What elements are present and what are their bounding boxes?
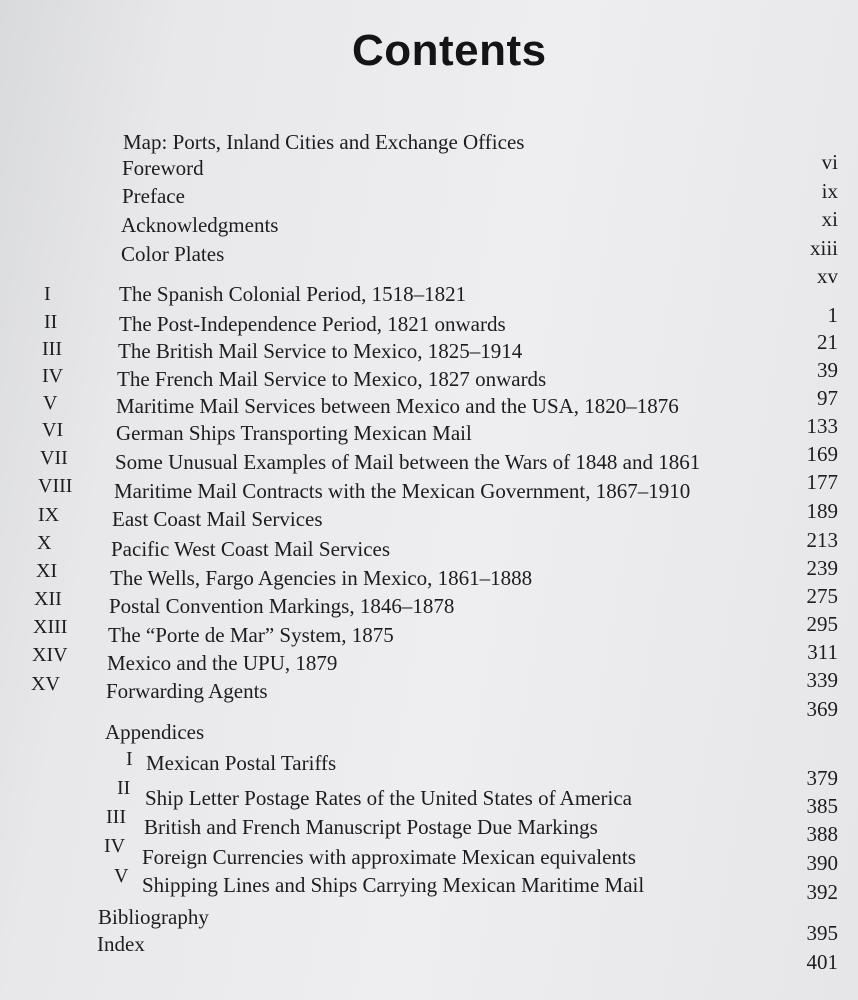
- page-number: 1: [827, 303, 838, 327]
- chapter-number: VII: [40, 447, 68, 469]
- page-number: 369: [806, 697, 838, 721]
- toc-entry-appendix: Foreign Currencies with approximate Mexican equivalents: [142, 845, 636, 869]
- chapter-number: XIV: [32, 644, 68, 666]
- page-number: 189: [806, 499, 838, 523]
- toc-entry-chapter: Some Unusual Examples of Mail between the Wars of 1848 and 1861: [115, 450, 701, 474]
- chapter-number: VI: [42, 419, 64, 441]
- page-number: xi: [821, 207, 838, 231]
- page-number: 388: [806, 822, 838, 846]
- toc-entry-appendix: Shipping Lines and Ships Carrying Mexican Maritime Mail: [142, 873, 645, 897]
- toc-entry-chapter: Pacific West Coast Mail Services: [111, 537, 391, 561]
- toc-entry-appendix: British and French Manuscript Postage Due Markings: [144, 815, 598, 839]
- toc-entry-chapter: Maritime Mail Contracts with the Mexican Government, 1867–1910: [114, 479, 691, 503]
- page-number: 213: [806, 528, 838, 552]
- page-number: 390: [806, 851, 838, 875]
- toc-entry-chapter: The “Porte de Mar” System, 1875: [108, 623, 394, 647]
- toc-entry-chapter: Maritime Mail Services between Mexico and the USA, 1820–1876: [116, 394, 679, 418]
- page-number: 379: [806, 766, 838, 790]
- chapter-number: X: [37, 532, 52, 554]
- toc-entry-bibliography: Bibliography: [98, 905, 209, 929]
- page-number: xv: [817, 264, 838, 288]
- chapter-number: I: [44, 283, 51, 305]
- toc-entry-color-plates: Color Plates: [121, 242, 225, 266]
- chapter-number: II: [44, 311, 58, 333]
- appendix-number: III: [106, 806, 126, 828]
- toc-entry-map: Map: Ports, Inland Cities and Exchange Offices: [123, 130, 525, 154]
- toc-entry-chapter: Postal Convention Markings, 1846–1878: [109, 594, 455, 618]
- page-number: 311: [807, 640, 838, 664]
- toc-entry-chapter: Forwarding Agents: [106, 679, 268, 703]
- page-number: 392: [806, 880, 838, 904]
- appendix-number: I: [126, 748, 133, 770]
- toc-entry-chapter: The French Mail Service to Mexico, 1827 onwards: [117, 367, 547, 391]
- appendix-number: II: [117, 777, 131, 799]
- toc-entry-chapter: Mexico and the UPU, 1879: [107, 651, 338, 675]
- chapter-number: III: [42, 338, 62, 360]
- page-number: ix: [821, 179, 838, 203]
- toc-entry-chapter: The Spanish Colonial Period, 1518–1821: [119, 282, 467, 306]
- page-number: 385: [806, 794, 838, 818]
- toc-entry-chapter: The Wells, Fargo Agencies in Mexico, 1861–1888: [110, 566, 533, 590]
- page-number: xiii: [809, 236, 838, 260]
- page-number: 39: [817, 358, 838, 382]
- page-number: 133: [806, 414, 838, 438]
- page-number: 169: [806, 442, 838, 466]
- page-number: 401: [806, 950, 838, 974]
- appendix-number: IV: [104, 835, 126, 857]
- toc-entry-foreword: Foreword: [122, 156, 204, 180]
- toc-entry-chapter: The British Mail Service to Mexico, 1825–1914: [118, 339, 523, 363]
- page-number: 395: [806, 921, 838, 945]
- toc-entry-chapter: East Coast Mail Services: [112, 507, 323, 531]
- page-number: 177: [806, 470, 838, 494]
- chapter-number: VIII: [38, 475, 73, 497]
- page-number: 97: [817, 386, 838, 410]
- toc-entry-chapter: The Post-Independence Period, 1821 onwards: [119, 312, 506, 336]
- chapter-number: XI: [36, 560, 58, 582]
- appendix-number: V: [114, 865, 129, 887]
- toc-entry-acknowledgments: Acknowledgments: [121, 213, 279, 237]
- toc-entry-preface: Preface: [122, 184, 185, 208]
- page-number: 275: [806, 584, 838, 608]
- page-number: 339: [806, 668, 838, 692]
- chapter-number: XV: [31, 673, 60, 695]
- page-title: Contents: [352, 26, 547, 75]
- page-number: 239: [806, 556, 838, 580]
- toc-entry-appendix: Ship Letter Postage Rates of the United States of America: [145, 786, 632, 810]
- appendices-heading: Appendices: [105, 720, 205, 744]
- page-number: 295: [806, 612, 838, 636]
- page-number: 21: [817, 330, 838, 354]
- toc-entry-appendix: Mexican Postal Tariffs: [146, 751, 337, 775]
- chapter-number: IV: [42, 365, 64, 387]
- chapter-number: V: [43, 392, 58, 414]
- page-number: vi: [821, 150, 838, 174]
- chapter-number: IX: [38, 504, 60, 526]
- chapter-number: XIII: [33, 616, 68, 638]
- toc-entry-index: Index: [97, 932, 145, 956]
- toc-entry-chapter: German Ships Transporting Mexican Mail: [116, 421, 472, 445]
- chapter-number: XII: [34, 588, 62, 610]
